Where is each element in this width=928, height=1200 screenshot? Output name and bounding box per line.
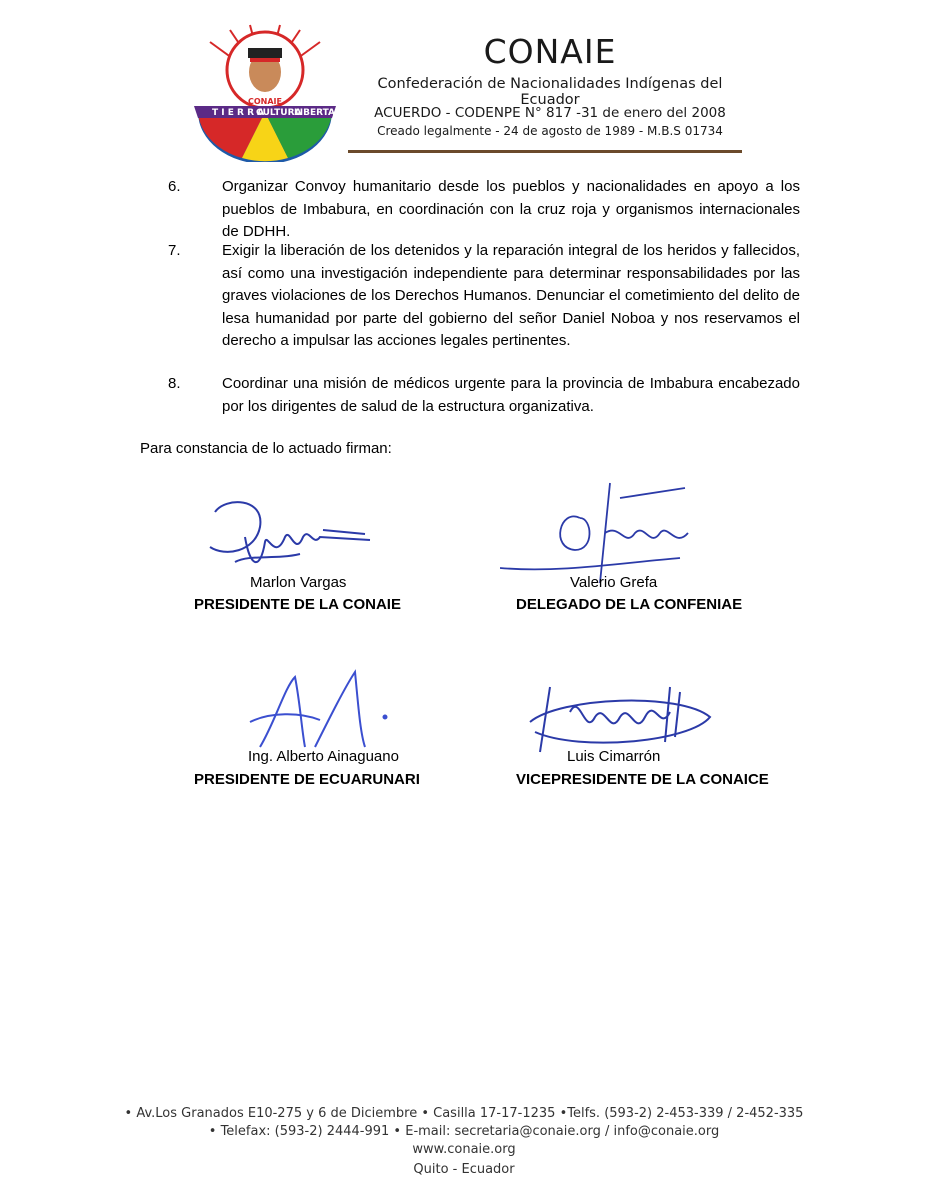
svg-text:CULTURA: CULTURA: [256, 108, 302, 118]
svg-text:LIBERTAD: LIBERTAD: [294, 108, 340, 118]
header-divider: [348, 150, 742, 153]
acuerdo-line: ACUERDO - CODENPE N° 817 -31 de enero del 2008: [374, 105, 726, 121]
signatory-role: DELEGADO DE LA CONFENIAE: [516, 596, 743, 613]
item-number: 7.: [168, 242, 181, 259]
footer-city: Quito - Ecuador: [413, 1162, 515, 1177]
signature-alberto-ainaguano-icon: [240, 662, 400, 762]
svg-text:CONAIE: CONAIE: [248, 97, 282, 106]
signatory-role: VICEPRESIDENTE DE LA CONAICE: [516, 771, 769, 788]
item-text: Exigir la liberación de los detenidos y la reparación integral de los heridos y fallecidos, así como una investigación independiente para determinar responsabilidades por las graves violaciones de los Derechos Humanos. Denunciar el cometimiento del delito de lesa humanidad por parte del gobierno del señor Daniel Noboa y nos reservamos el derecho a impulsar las acciones legales pertinentes.: [222, 242, 800, 349]
signatory-name: Luis Cimarrón: [567, 748, 661, 765]
svg-text:T I E R R A: T I E R R A: [212, 108, 265, 118]
creado-line: Creado legalmente - 24 de agosto de 1989 - M.B.S 01734: [377, 124, 723, 138]
item-text: Organizar Convoy humanitario desde los pueblos y nacionalidades en apoyo a los pueblos de Imbabura, en coordinación con la cruz roja y organismos internacionales de DDHH.: [222, 178, 800, 240]
footer-website: www.conaie.org: [412, 1142, 516, 1157]
signature-marlon-vargas-icon: [205, 492, 375, 587]
signatory-name: Valerio Grefa: [570, 574, 658, 591]
signatory-role: PRESIDENTE DE LA CONAIE: [194, 596, 401, 613]
footer-address: • Av.Los Granados E10-275 y 6 de Diciembre • Casilla 17-17-1235 •Telfs. (593-2) 2-453-339 / 2-452-335: [124, 1106, 804, 1121]
signatory-role: PRESIDENTE DE ECUARUNARI: [194, 771, 420, 788]
conaie-logo-icon: [190, 22, 340, 162]
signatory-name: Ing. Alberto Ainaguano: [248, 748, 399, 765]
constancia-text: Para constancia de lo actuado firman:: [140, 440, 392, 457]
org-name: CONAIE: [483, 32, 617, 71]
footer-contact: • Telefax: (593-2) 2444-991 • E-mail: secretaria@conaie.org / info@conaie.org: [208, 1124, 720, 1139]
signatory-name: Marlon Vargas: [250, 574, 347, 591]
item-number: 8.: [168, 375, 181, 392]
org-full-name: Confederación de Nacionalidades Indígenas del Ecuador: [377, 76, 723, 108]
item-text: Coordinar una misión de médicos urgente para la provincia de Imbabura encabezado por los dirigentes de salud de la estructura organizativa.: [222, 375, 800, 415]
item-number: 6.: [168, 178, 181, 195]
